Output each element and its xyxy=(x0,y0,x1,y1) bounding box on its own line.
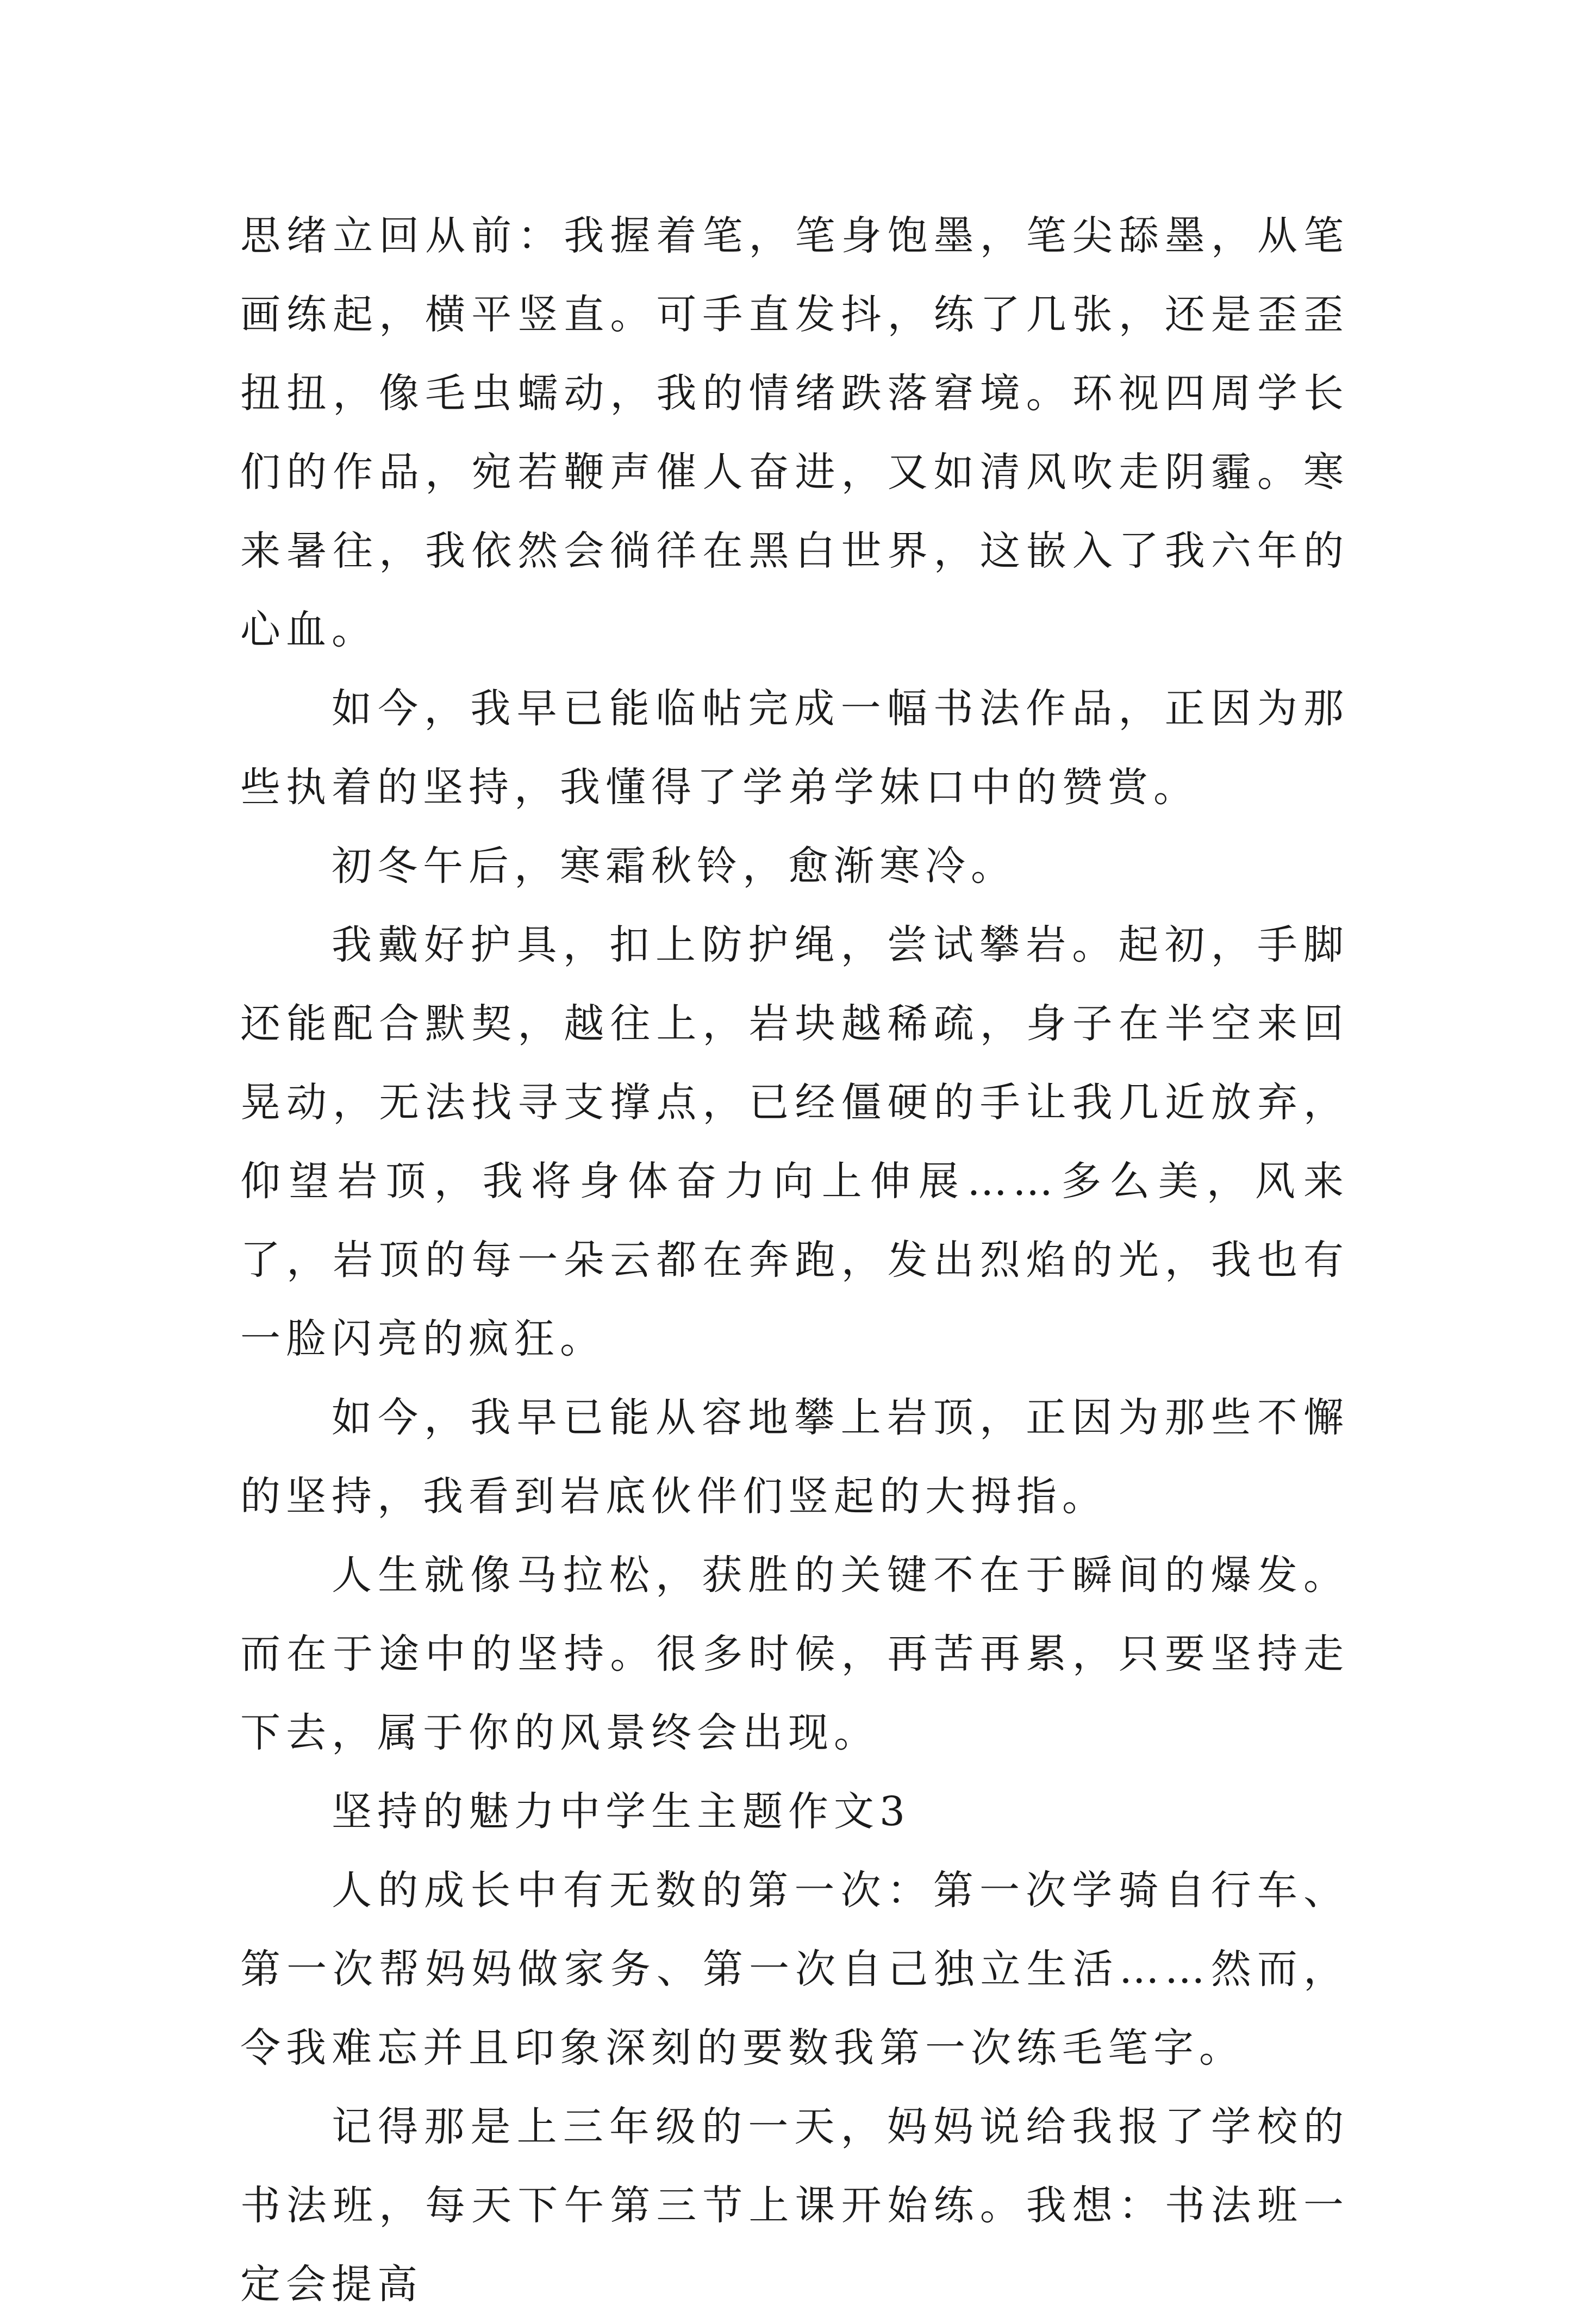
paragraph-1: 思绪立回从前：我握着笔，笔身饱墨，笔尖舔墨，从笔画练起，横平竖直。可手直发抖，练了几张，还是歪歪扭扭，像毛虫蠕动，我的情绪跌落窘境。环视四周学长们的作品，宛若鞭声催人奋进，又如清风吹走阴霾。寒来暑往，我依然会徜徉在黑白世界，这嵌入了我六年的心血。 xyxy=(240,212,1349,653)
paragraph-5: 如今，我早已能从容地攀上岩顶，正因为那些不懈的坚持，我看到岩底伙伴们竖起的大拇指。 xyxy=(240,1394,1349,1520)
paragraph-7: 人的成长中有无数的第一次：第一次学骑自行车、第一次帮妈妈做家务、第一次自己独立生活……然而，令我难忘并且印象深刻的要数我第一次练毛笔字。 xyxy=(240,1867,1349,2071)
paragraph-2: 如今，我早已能临帖完成一幅书法作品，正因为那些执着的坚持，我懂得了学弟学妹口中的赞赏。 xyxy=(240,685,1349,811)
paragraph-6: 人生就像马拉松，获胜的关键不在于瞬间的爆发。而在于途中的坚持。很多时候，再苦再累，只要坚持走下去，属于你的风景终会出现。 xyxy=(240,1552,1349,1756)
paragraph-3: 初冬午后，寒霜秋铃，愈渐寒冷。 xyxy=(332,843,1016,889)
essay-body xyxy=(240,197,1349,2324)
paragraph-4: 我戴好护具，扣上防护绳，尝试攀岩。起初，手脚还能配合默契，越往上，岩块越稀疏，身子在半空来回晃动，无法找寻支撑点，已经僵硬的手让我几近放弃，仰望岩顶，我将身体奋力向上伸展……多么美，风来了，岩顶的每一朵云都在奔跑，发出烈焰的光，我也有一脸闪亮的疯狂。 xyxy=(240,922,1349,1362)
paragraph-8: 记得那是上三年级的一天，妈妈说给我报了学校的书法班，每天下午第三节上课开始练。我想：书法班一定会提高 xyxy=(240,2103,1349,2308)
section-title: 坚持的魅力中学生主题作文3 xyxy=(332,1788,911,1835)
